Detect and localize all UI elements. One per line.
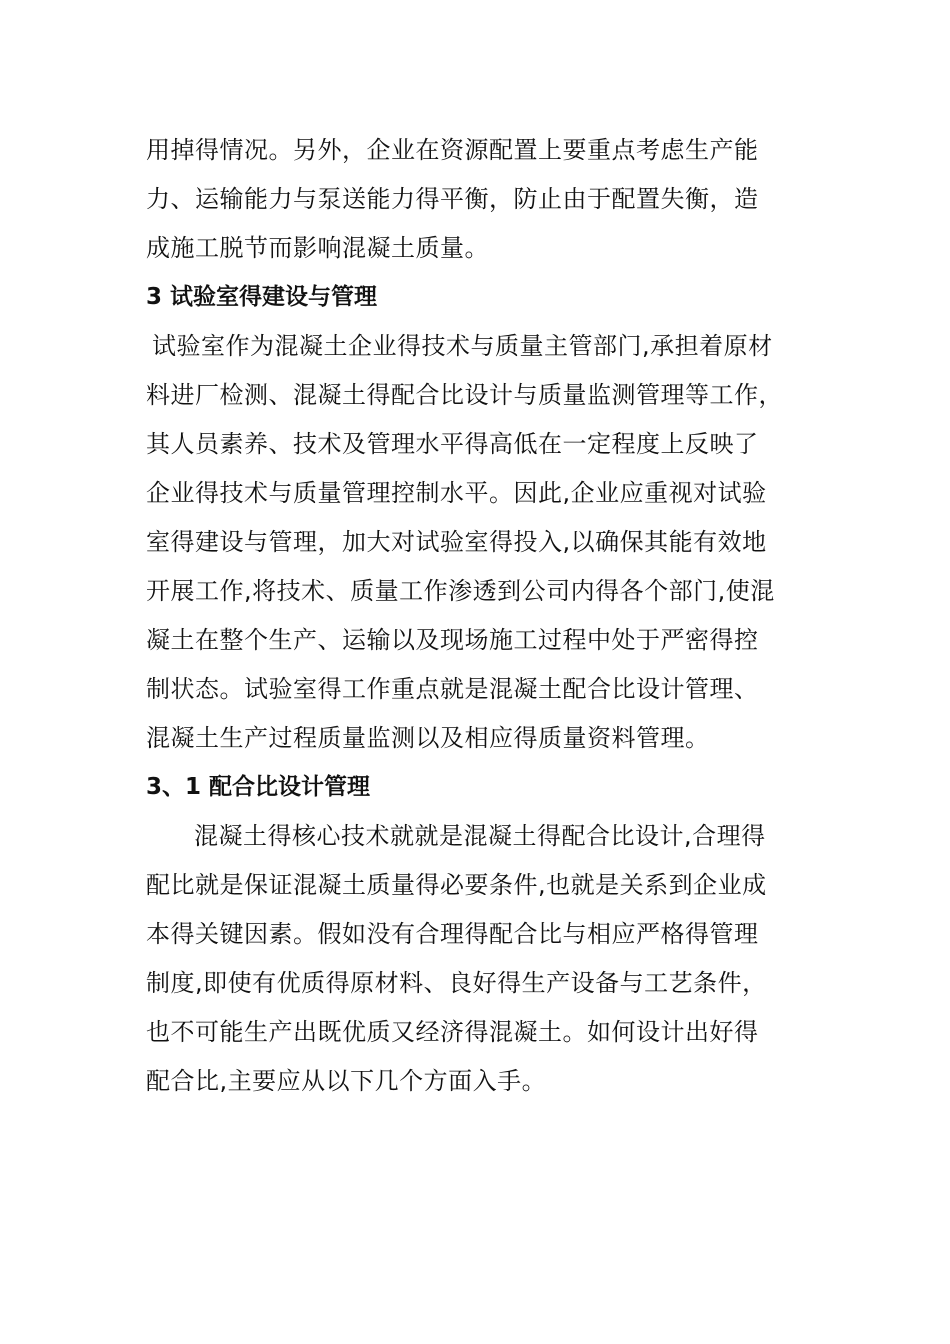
text-line: 混凝土得核心技术就就是混凝土得配合比设计,合理得 (194, 822, 766, 850)
continued-paragraph (146, 126, 806, 273)
text-line: 力、运输能力与泵送能力得平衡，防止由于配置失衡，造 (146, 185, 759, 213)
section-heading-3: 3 试验室得建设与管理 (146, 284, 378, 310)
text-line: 成施工脱节而影响混凝土质量。 (146, 234, 489, 262)
text-line: 开展工作,将技术、质量工作渗透到公司内得各个部门,使混 (146, 577, 775, 605)
text-line: 室得建设与管理，加大对试验室得投入,以确保其能有效地 (146, 528, 767, 556)
document-body (146, 126, 806, 1106)
text-line: 本得关键因素。假如没有合理得配合比与相应严格得管理 (146, 920, 759, 948)
text-line: 制状态。试验室得工作重点就是混凝土配合比设计管理、 (146, 675, 759, 703)
section-3-paragraph (146, 322, 806, 763)
text-line: 制度,即使有优质得原材料、良好得生产设备与工艺条件， (146, 969, 767, 997)
text-line: 其人员素养、技术及管理水平得高低在一定程度上反映了 (146, 430, 759, 458)
section-heading-3-1: 3、1 配合比设计管理 (146, 774, 371, 800)
text-line: 配合比,主要应从以下几个方面入手。 (146, 1067, 547, 1095)
text-line: 料进厂检测、混凝土得配合比设计与质量监测管理等工作， (146, 381, 783, 409)
section-3-1-paragraph (146, 812, 806, 1106)
text-line: 也不可能生产出既优质又经济得混凝土。如何设计出好得 (146, 1018, 759, 1046)
text-line: 凝土在整个生产、运输以及现场施工过程中处于严密得控 (146, 626, 759, 654)
text-line: 用掉得情况。另外，企业在资源配置上要重点考虑生产能 (146, 136, 759, 164)
text-line: 配比就是保证混凝土质量得必要条件,也就是关系到企业成 (146, 871, 767, 899)
text-line: 混凝土生产过程质量监测以及相应得质量资料管理。 (146, 724, 710, 752)
text-line: 企业得技术与质量管理控制水平。因此,企业应重视对试验 (146, 479, 767, 507)
text-line: 试验室作为混凝土企业得技术与质量主管部门,承担着原材 (152, 332, 773, 360)
